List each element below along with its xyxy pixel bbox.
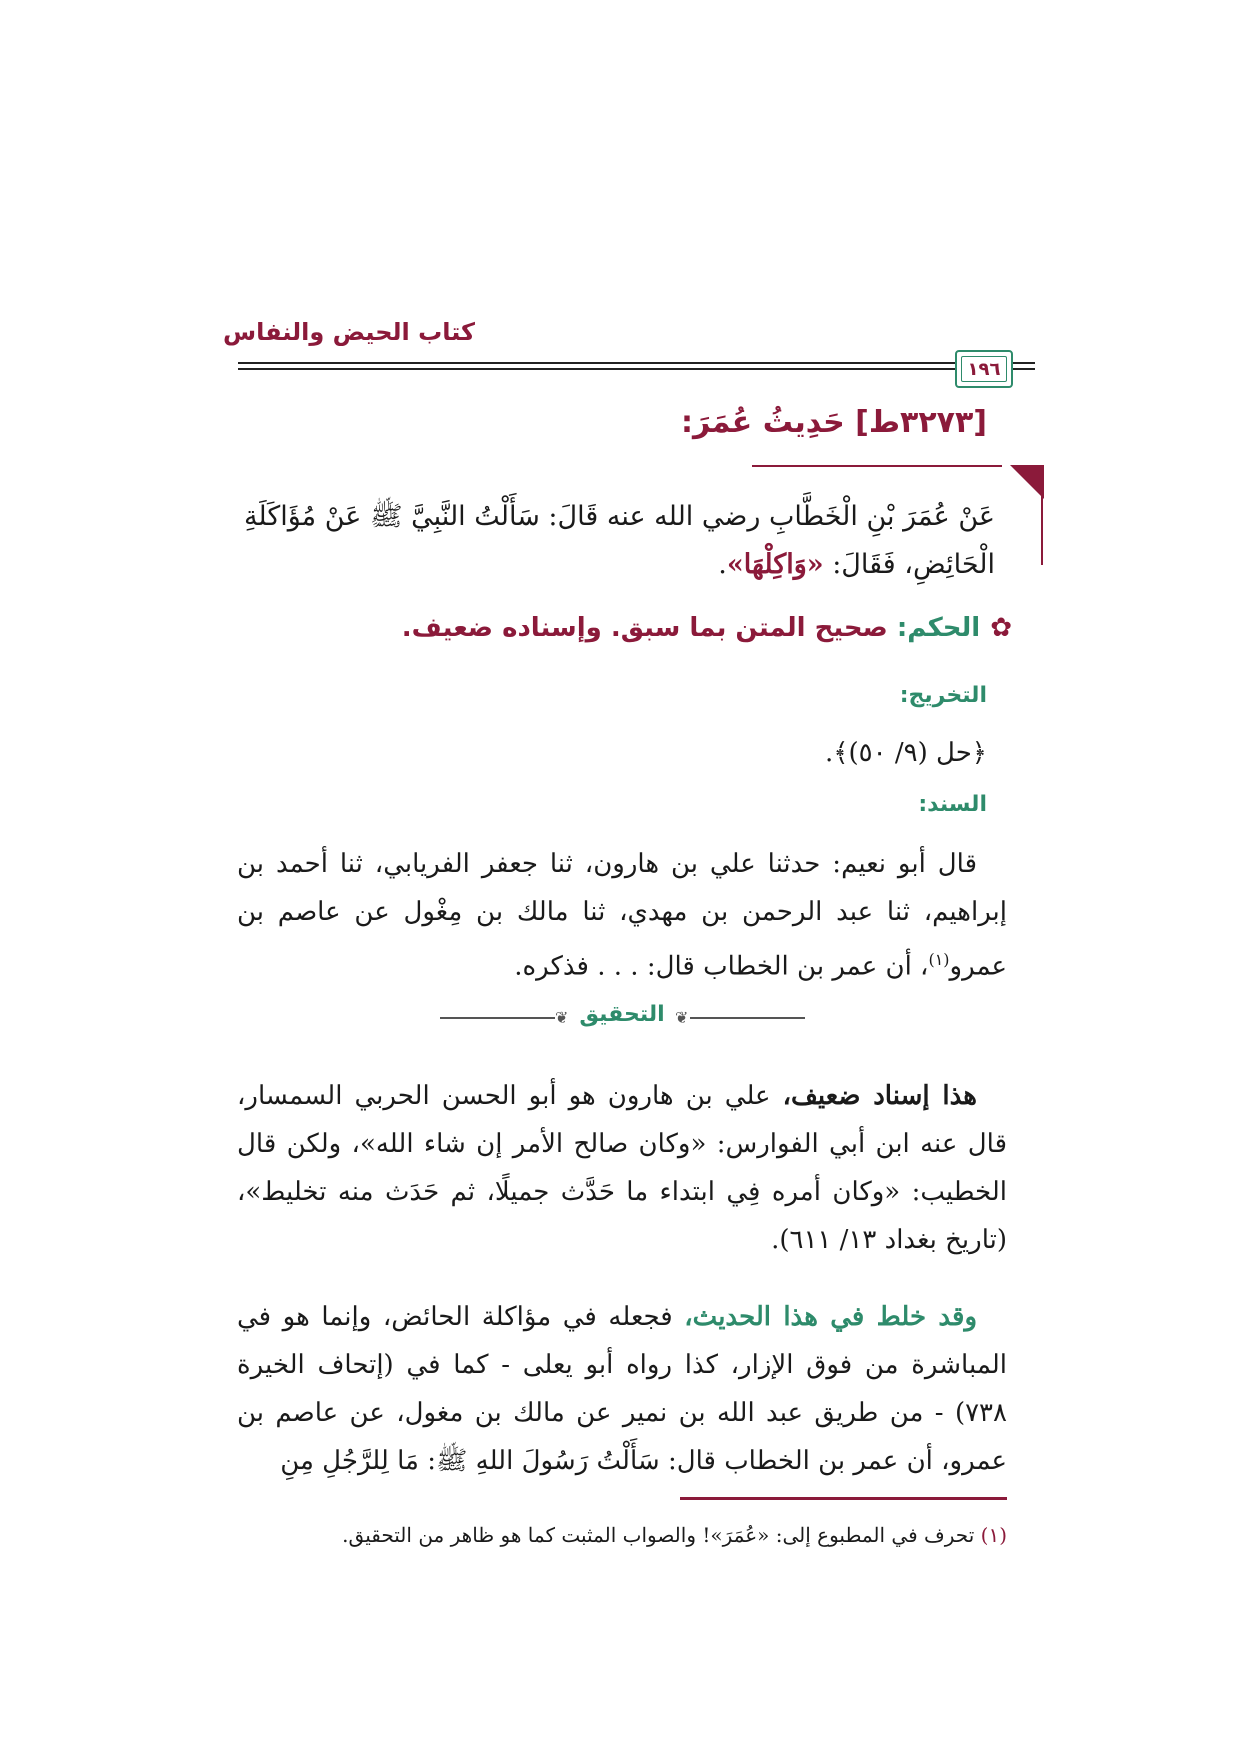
- tahqiq-p2-bold: وقد خلط في هذا الحديث،: [684, 1302, 977, 1332]
- ruling: [402, 613, 1012, 643]
- takhrij-text: ﴿حل (٩/ ٥٠)﴾.: [825, 738, 987, 768]
- footnote-number: (١): [980, 1523, 1007, 1547]
- ruling-label: الحكم:: [896, 613, 981, 643]
- tahqiq-p1-text: علي بن هارون هو أبو الحسن الحربي السمسار، قال عنه ابن أبي الفوارس: «وكان صالح الأمر إن شاء الله»، ولكن قال الخطيب: «وكان أمره فِي ابتداء ما حَدَّث جميلًا، ثم حَدَث منه تخليط»، (تاريخ بغداد ١٣/ ٦١١).: [237, 1081, 1007, 1255]
- header-rule-right-2: [1013, 368, 1035, 370]
- book-title: كتاب الحيض والنفاس: [222, 318, 475, 346]
- footnote: [342, 1523, 1007, 1547]
- sanad-label: السند:: [918, 792, 987, 817]
- takhrij-label: التخريج:: [899, 683, 987, 708]
- ruling-text: صحيح المتن بما سبق. وإسناده ضعيف.: [401, 613, 888, 643]
- hadith-end: .: [718, 549, 727, 580]
- page-number-box: [955, 350, 1013, 388]
- hadith-box-corner-ornament: [1010, 465, 1044, 499]
- footnote-text: تحرف في المطبوع إلى: «عُمَرَ»! والصواب المثبت كما هو ظاهر من التحقيق.: [342, 1523, 981, 1547]
- divider-right: [690, 1017, 805, 1019]
- hadith-box-top-rule: [752, 465, 1002, 467]
- divider-ornament-left-icon: ❦: [555, 1008, 569, 1027]
- sanad-text-end: ، أن عمر بن الخطاب قال: . . . فذكره.: [514, 951, 929, 982]
- hadith-heading: [٣٢٧٣ط] حَدِيثُ عُمَرَ:: [681, 405, 987, 440]
- tahqiq-paragraph-2: [237, 1293, 1007, 1485]
- divider-left: [440, 1017, 555, 1019]
- divider-ornament-right-icon: ❦: [675, 1008, 689, 1027]
- page-number: ١٩٦: [967, 358, 1001, 380]
- tahqiq-p2-text: فجعله في مؤاكلة الحائض، وإنما هو في المباشرة من فوق الإزار، كذا رواه أبو يعلى - كما في (إتحاف الخيرة ٧٣٨) - من طريق عبد الله بن نمير عن مالك بن مغول، عن عاصم بن عمرو، أن عمر بن الخطاب قال: سَأَلْتُ رَسُولَ اللهِ ﷺ: مَا لِلرَّجُلِ مِنِ: [237, 1302, 1007, 1476]
- header-rule-left-2: [238, 368, 955, 370]
- header-rule-right: [1013, 362, 1035, 364]
- hadith-box-side-rule: [1041, 467, 1043, 565]
- sanad-text: قال أبو نعيم: حدثنا علي بن هارون، ثنا جعفر الفريابي، ثنا أحمد بن إبراهيم، ثنا عبد الرحمن بن مهدي، ثنا مالك بن مِغْول عن عاصم بن عمرو: [237, 849, 1007, 982]
- flower-icon: ✿: [990, 613, 1012, 643]
- tahqiq-p1-bold: هذا إسناد ضعيف،: [782, 1081, 978, 1111]
- tahqiq-title: التحقيق: [579, 1002, 665, 1027]
- footnote-ref: (١): [928, 950, 950, 969]
- hadith-text: [215, 493, 995, 589]
- header-rule-left: [238, 362, 955, 364]
- tahqiq-paragraph-1: [237, 1072, 1007, 1264]
- hadith-quote: «وَاكِلْهَا»: [726, 549, 824, 580]
- footnote-rule: [680, 1497, 1007, 1500]
- sanad-paragraph: [237, 840, 1007, 991]
- hadith-body: عَنْ عُمَرَ بْنِ الْخَطَّابِ رضي الله عنه قَالَ: سَأَلْتُ النَّبِيَّ ﷺ عَنْ مُؤَاكَلَةِ الْحَائِضِ، فَقَالَ:: [243, 501, 995, 580]
